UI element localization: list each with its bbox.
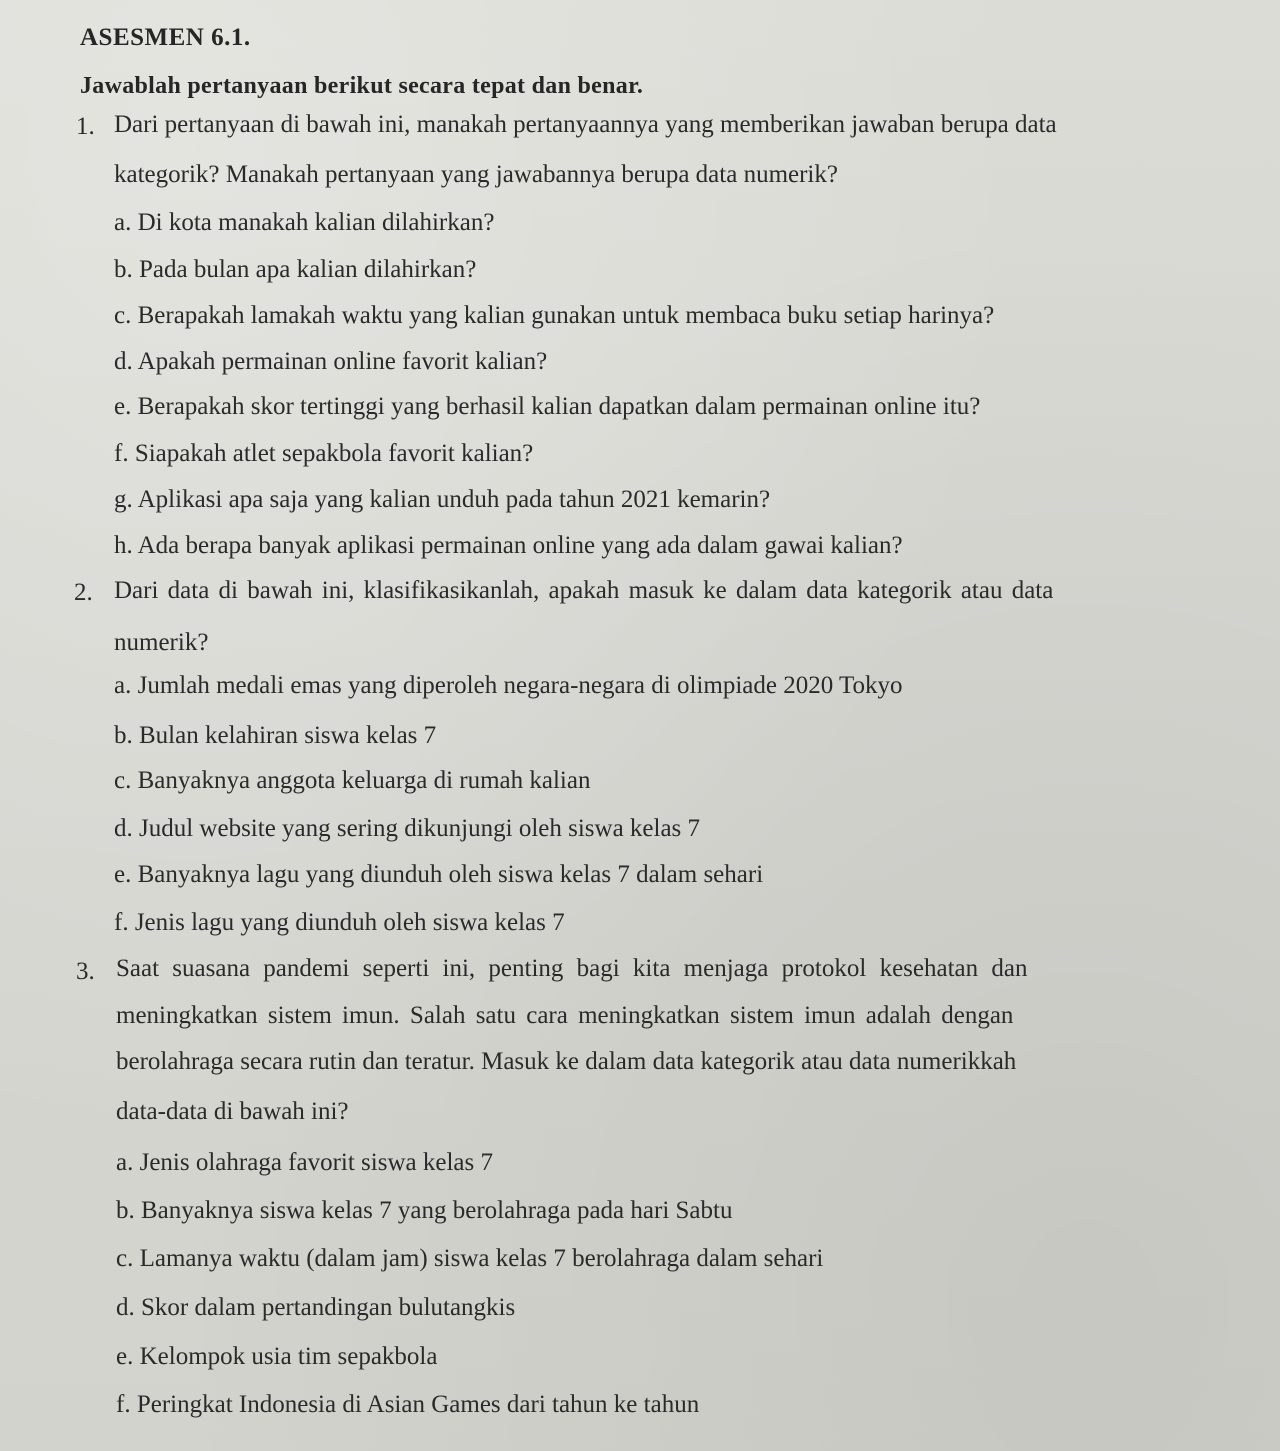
item-label: b.	[114, 256, 133, 283]
list-item	[114, 484, 770, 516]
item-label: f.	[114, 909, 129, 936]
question-2-text-line-2: numerik?	[114, 629, 209, 656]
item-text: Ada berapa banyak aplikasi permainan online yang ada dalam gawai kalian?	[137, 532, 903, 559]
item-label: f.	[116, 1391, 131, 1418]
item-label: b.	[116, 1197, 135, 1224]
list-item	[114, 765, 590, 797]
item-text: Banyaknya lagu yang diunduh oleh siswa kelas 7 dalam sehari	[137, 861, 764, 888]
item-text: Skor dalam pertandingan bulutangkis	[141, 1294, 516, 1321]
item-text: Peringkat Indonesia di Asian Games dari tahun ke tahun	[136, 1391, 700, 1418]
list-item	[114, 813, 700, 845]
item-text: Kelompok usia tim sepakbola	[139, 1343, 438, 1370]
item-label: a.	[114, 672, 132, 699]
list-item	[116, 1292, 515, 1324]
list-item	[114, 530, 903, 562]
item-label: d.	[114, 348, 133, 375]
instruction: Jawablah pertanyaan berikut secara tepat dan benar.	[80, 73, 644, 99]
item-label: c.	[116, 1245, 134, 1272]
item-label: f.	[114, 440, 129, 467]
item-text: Jenis olahraga favorit siswa kelas 7	[139, 1149, 493, 1176]
item-label: b.	[114, 722, 133, 749]
list-item	[114, 346, 547, 378]
question-1-number: 1.	[76, 113, 95, 140]
item-text: Judul website yang sering dikunjungi oleh siswa kelas 7	[139, 815, 701, 842]
page-title: ASESMEN 6.1.	[80, 24, 251, 51]
list-item	[114, 207, 494, 239]
question-2-text-line-1: Dari data di bawah ini, klasifikasikanlah, apakah masuk ke dalam data kategorik atau data	[114, 577, 1054, 604]
item-label: g.	[114, 486, 133, 513]
item-label: d.	[114, 815, 133, 842]
item-text: Di kota manakah kalian dilahirkan?	[137, 209, 495, 236]
list-item	[116, 1389, 699, 1421]
list-item	[114, 391, 980, 423]
list-item	[114, 670, 903, 702]
question-1-text-line-2: kategorik? Manakah pertanyaan yang jawabannya berupa data numerik?	[114, 161, 838, 188]
question-1-text-line-1: Dari pertanyaan di bawah ini, manakah pertanyaannya yang memberikan jawaban berupa data	[114, 111, 1057, 138]
question-3-number: 3.	[76, 958, 95, 985]
item-text: Apakah permainan online favorit kalian?	[137, 348, 548, 375]
question-3-text-line-2: meningkatkan sistem imun. Salah satu cara meningkatkan sistem imun adalah dengan	[116, 1002, 1014, 1029]
item-text: Aplikasi apa saja yang kalian unduh pada tahun 2021 kemarin?	[137, 486, 771, 513]
item-label: c.	[114, 767, 132, 794]
item-text: Jenis lagu yang diunduh oleh siswa kelas 7	[134, 909, 565, 936]
question-3-text-line-3: berolahraga secara rutin dan teratur. Masuk ke dalam data kategorik atau data numerikkah	[116, 1048, 1017, 1075]
item-text: Berapakah lamakah waktu yang kalian gunakan untuk membaca buku setiap harinya?	[137, 302, 995, 329]
item-text: Pada bulan apa kalian dilahirkan?	[139, 256, 477, 283]
list-item	[114, 254, 476, 286]
item-label: c.	[114, 302, 132, 329]
item-label: d.	[116, 1294, 135, 1321]
item-text: Berapakah skor tertinggi yang berhasil kalian dapatkan dalam permainan online itu?	[137, 393, 981, 420]
question-2-number: 2.	[74, 579, 93, 606]
item-label: e.	[114, 861, 132, 888]
list-item	[114, 907, 565, 939]
list-item	[116, 1147, 493, 1179]
list-item	[116, 1195, 732, 1227]
list-item	[114, 720, 436, 752]
item-text: Jumlah medali emas yang diperoleh negara-negara di olimpiade 2020 Tokyo	[137, 672, 903, 699]
item-label: h.	[114, 532, 133, 559]
item-text: Bulan kelahiran siswa kelas 7	[139, 722, 437, 749]
list-item	[114, 859, 763, 891]
item-label: a.	[116, 1149, 134, 1176]
item-label: e.	[116, 1343, 134, 1370]
item-label: e.	[114, 393, 132, 420]
question-3-text-line-4: data-data di bawah ini?	[116, 1098, 349, 1125]
item-text: Siapakah atlet sepakbola favorit kalian?	[134, 440, 534, 467]
question-3-text-line-1: Saat suasana pandemi seperti ini, penting bagi kita menjaga protokol kesehatan dan	[116, 955, 1028, 982]
item-text: Lamanya waktu (dalam jam) siswa kelas 7 berolahraga dalam sehari	[139, 1245, 824, 1272]
list-item	[114, 438, 533, 470]
list-item	[114, 300, 994, 332]
item-text: Banyaknya anggota keluarga di rumah kalian	[137, 767, 591, 794]
list-item	[116, 1341, 437, 1373]
item-text: Banyaknya siswa kelas 7 yang berolahraga pada hari Sabtu	[141, 1197, 733, 1224]
item-label: a.	[114, 209, 132, 236]
list-item	[116, 1243, 823, 1275]
